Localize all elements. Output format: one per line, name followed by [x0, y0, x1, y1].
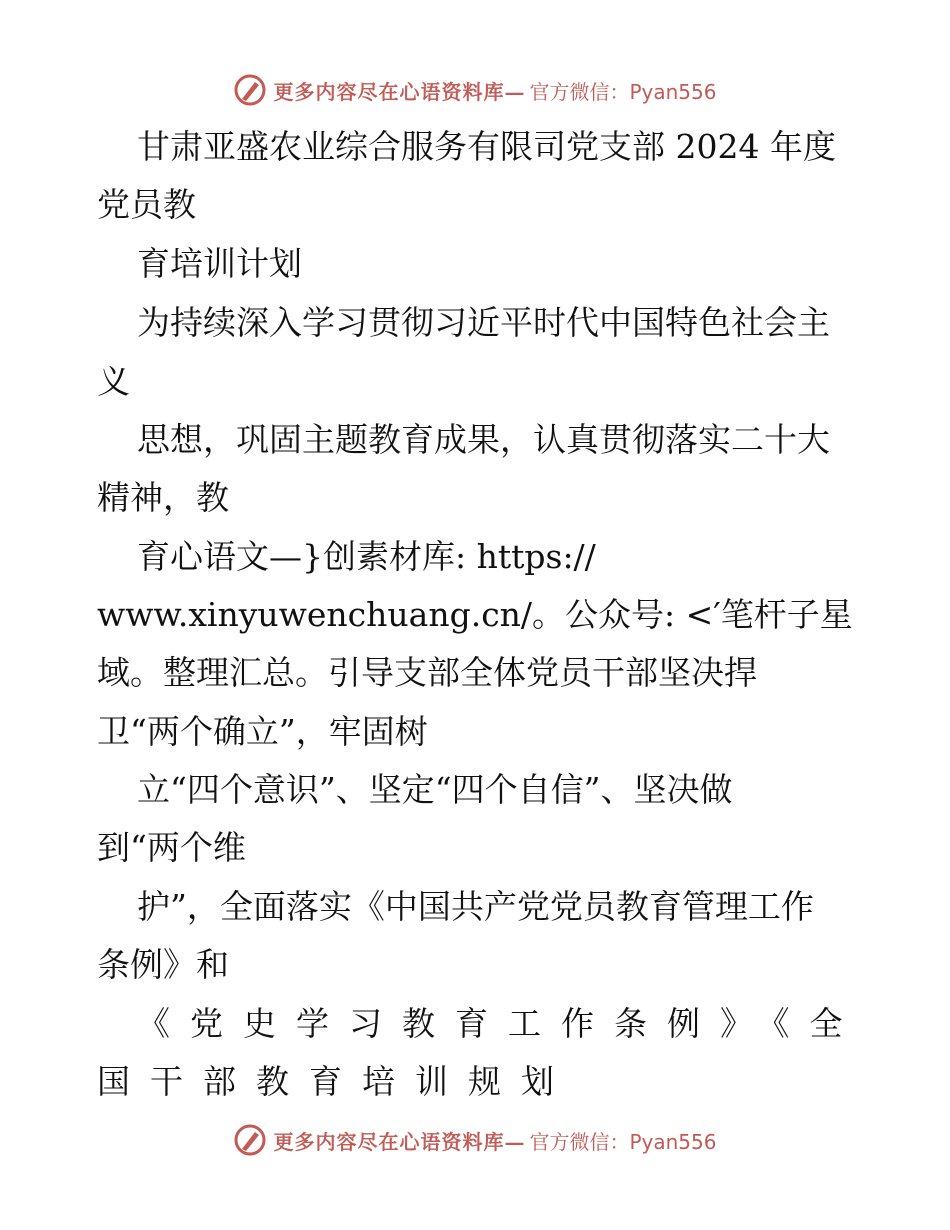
text-line: 立“四个意识”、坚定“四个自信”、坚决做 [137, 770, 733, 809]
footer-watermark [0, 1120, 950, 1160]
text-line: 思想，巩固主题教育成果，认真贯彻落实二十大 [137, 420, 830, 459]
text-line: 为持续深入学习贯彻习近平时代中国特色社会主 [137, 303, 830, 342]
header-contact-text: 官方微信：Pyan556 [529, 79, 717, 104]
text-line: 精神，教 [97, 478, 229, 517]
header-watermark-text: 更多内容尽在心语资料库— [273, 79, 526, 104]
text-line: 党员教 [97, 185, 196, 224]
pen-logo-icon [233, 1123, 267, 1157]
text-line: 育心语文—}创素材库: https:// [137, 537, 596, 576]
footer-watermark-text: 更多内容尽在心语资料库— [273, 1129, 526, 1154]
text-line: www.xinyuwenchuang.cn/。公众号: <′笔杆子星 [97, 595, 853, 634]
text-line: 护”，全面落实《中国共产党党员教育管理工作 [137, 887, 814, 926]
text-line: 条例》和 [97, 945, 229, 984]
text-line: 域。整理汇总。引导支部全体党员干部坚决捍 [97, 653, 757, 692]
footer-contact-text: 官方微信：Pyan556 [529, 1129, 717, 1154]
text-line: 育培训计划 [137, 244, 302, 283]
text-line: 国干部教育培训规划 [97, 1062, 574, 1101]
text-line: 卫“两个确立”，牢固树 [97, 712, 428, 751]
text-line: 甘肃亚盛农业综合服务有限司党支部 2024 年度 [137, 127, 836, 166]
text-line: 到“两个维 [97, 828, 246, 867]
text-line: 义 [97, 362, 130, 401]
text-line: 《党史学习教育工作条例》《全 [137, 1004, 863, 1043]
